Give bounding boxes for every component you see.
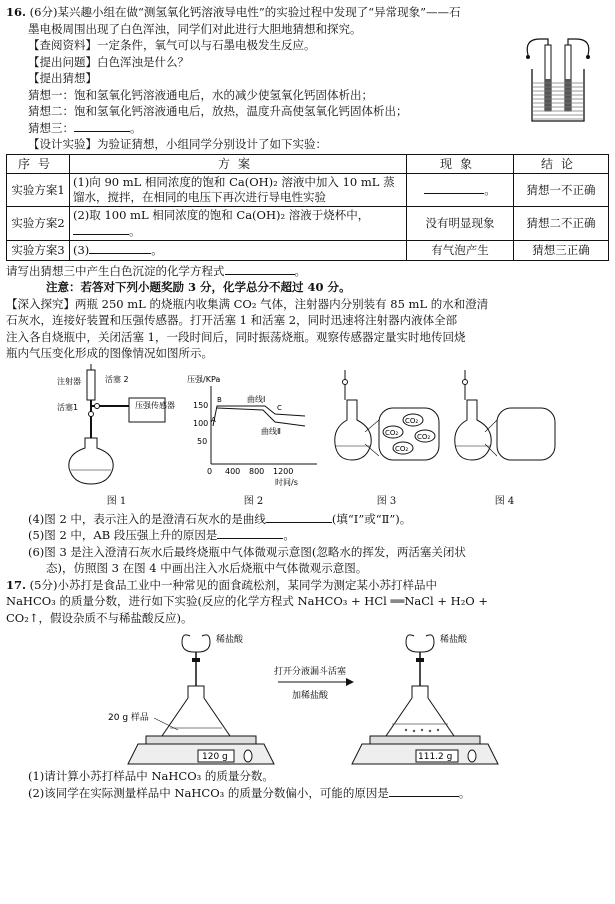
fig2-curve2-label: 曲线Ⅱ <box>260 426 281 436</box>
fig3-co2-molecule: CO₂ <box>384 428 398 437</box>
q16-deep-line4: 瓶内气压变化形成的图像情况如图所示。 <box>6 346 213 360</box>
fig2-xtick-400: 400 <box>224 466 240 476</box>
header-conclusion: 结论 <box>514 154 609 174</box>
q16-question: 【提出问题】白色浑浊是什么？ <box>28 54 189 69</box>
fig2-xtick-0: 0 <box>206 466 212 476</box>
q17-sub2: (2)该同学在实际测量样品中 NaHCO₃ 的质量分数偏小，可能的原因是 。 <box>28 785 471 800</box>
q16-sub6-line2: 态)，仿照图 3 在图 4 中画出注入水后烧瓶中气体微观示意图。 <box>46 561 368 575</box>
figure-2-caption: 图 2 <box>243 496 264 507</box>
q17-balance-apparatus <box>98 628 518 768</box>
q16-deep-line2: 石灰水，连接好装置和压强传感器。打开活塞 1 和活塞 2，同时迅速将注射器内液体全部 <box>6 313 458 327</box>
row1-id: 实验方案1 <box>7 174 70 207</box>
figure-4-caption: 图 4 <box>494 496 515 507</box>
sub5-blank[interactable] <box>217 527 283 539</box>
fig2-curve-2 <box>217 408 305 426</box>
fig4-drawing-area[interactable] <box>497 408 555 460</box>
q16-hypothesis-2: 猜想二：饱和氢氧化钙溶液通电后，放热，温度升高使氢氧化钙固体析出； <box>28 104 408 118</box>
row3-conclusion: 猜想三正确 <box>514 241 609 261</box>
fig1-sensor-label: 压强传感器 <box>134 400 175 410</box>
q17-mass-after: 111.2 g <box>417 752 452 762</box>
figure-1 <box>57 364 177 511</box>
fig2-ytick-100: 100 <box>192 418 208 428</box>
row2-plan-cell: (2)取 100 mL 相同浓度的饱和 Ca(OH)₂ 溶液于烧杯中，。 <box>70 207 407 241</box>
row2-id: 实验方案2 <box>7 207 70 241</box>
fig2-ytick-150: 150 <box>192 400 208 410</box>
q16-sub4 <box>6 511 609 528</box>
figure-1-apparatus <box>57 364 177 488</box>
fig3-co2-molecule: CO₂ <box>394 444 408 453</box>
row3-phenomenon: 有气泡产生 <box>407 241 514 261</box>
q17-acid-label-left: 稀盐酸 <box>215 635 243 645</box>
q16-hypothesis-1: 猜想一：饱和氢氧化钙溶液通电后，水的减少使氢氧化钙固体析出； <box>28 87 373 102</box>
eq-prompt-text: 请写出猜想三中产生白色沉淀的化学方程式 <box>6 263 225 278</box>
sub4-blank[interactable] <box>266 511 332 523</box>
q16-design-intro: 【设计实验】为验证猜想，小组同学分别设计了如下实验： <box>28 137 327 151</box>
fig2-ytick-50: 50 <box>196 436 207 446</box>
q17-mass-before: 120 g <box>201 752 228 762</box>
row3-plan-cell: (3) 。 <box>70 241 407 261</box>
q17-number: 17. <box>6 577 27 592</box>
equation-blank[interactable] <box>225 263 295 275</box>
q16-intro-line1 <box>6 4 609 21</box>
table-row <box>7 174 609 207</box>
q16-hypothesis-block <box>6 37 609 136</box>
q16-figure-row <box>6 364 609 511</box>
q17-intro1-text: (5分)小苏打是食品工业中一种常见的面食疏松剂，某同学为测定某小苏打样品中 <box>29 577 437 592</box>
row2-phenomenon: 没有明显现象 <box>407 207 514 241</box>
row2-plan: (2)取 100 mL 相同浓度的饱和 Ca(OH)₂ 溶液于烧杯中， <box>73 208 370 222</box>
q16-deep-line3: 注入各自烧瓶中，关闭活塞 1，一段时间后，同时振荡烧瓶。观察传感器定量实时地传回烧 <box>6 329 466 344</box>
q17-sample-label: 20 g 样品 <box>107 713 149 723</box>
q17-intro-line1 <box>6 577 609 594</box>
q16-reference: 【查阅资料】一定条件，氧气可以与石墨电极发生反应。 <box>28 38 316 52</box>
experiment-design-table <box>6 154 609 261</box>
q16-hyp3-label: 猜想三： <box>28 120 74 135</box>
header-id: 序号 <box>7 154 70 174</box>
row1-conclusion: 猜想一不正确 <box>514 174 609 207</box>
fig2-point-b: B <box>216 395 222 404</box>
q17-intro-line2: NaHCO₃ 的质量分数，进行如下实验(反应的化学方程式 NaHCO₃ + HCl ══NaCl + H₂O + <box>6 594 489 608</box>
q16-sub5: (5)图 2 中，AB 段压强上升的原因是 。 <box>28 528 295 542</box>
fig2-xtick-1200: 1200 <box>272 466 293 476</box>
table-row <box>7 207 609 241</box>
fig2-x-label: 时间/s <box>274 477 298 487</box>
row2-plan-blank[interactable] <box>73 223 129 235</box>
fig2-point-a: A <box>210 415 216 424</box>
q16-hypothesis-3: 猜想三： 。 <box>28 120 142 135</box>
row1-phenomenon-blank[interactable] <box>424 182 484 194</box>
row1-phenomenon: 。 <box>407 174 514 207</box>
q16-equation-prompt: 请写出猜想三中产生白色沉淀的化学方程式 。 <box>6 263 306 278</box>
table-header-row <box>7 154 609 174</box>
q17-intro-line3: CO₂↑，假设杂质不与稀盐酸反应)。 <box>6 610 193 625</box>
q16-sub6-line1: (6)图 3 是注入澄清石灰水后最终烧瓶中气体微观示意图(忽略水的挥发，两活塞关闭状 <box>28 544 466 559</box>
fig1-syringe-label: 注射器 <box>56 376 81 386</box>
q17-sub1: (1)请计算小苏打样品中 NaHCO₃ 的质量分数。 <box>28 769 274 783</box>
figure-3-flask-co2 <box>331 364 443 488</box>
fig2-curve1-label: 曲线Ⅰ <box>246 394 265 404</box>
q16-intro1-text: (6分)某兴趣小组在做“测氢氧化钙溶液导电性”的实验过程中发现了“异常现象”——石 <box>29 5 461 19</box>
fig2-xtick-800: 800 <box>248 466 264 476</box>
row3-plan: (3) <box>73 243 90 257</box>
row2-conclusion: 猜想二不正确 <box>514 207 609 241</box>
q16-hypothesis-title: 【提出猜想】 <box>28 71 97 85</box>
table-row <box>7 241 609 261</box>
fig2-curve-1 <box>210 403 305 426</box>
q16-deep-line1: 【深入探究】两瓶 250 mL 的烧瓶内收集满 CO₂ 气体，注射器内分别装有 85 mL 的水和澄清 <box>6 296 489 311</box>
figure-1-caption: 图 1 <box>106 496 127 507</box>
sub4-text: (4)图 2 中，表示注入的是澄清石灰水的是曲线 <box>28 511 266 526</box>
sub5-text: (5)图 2 中，AB 段压强上升的原因是 <box>28 528 218 542</box>
row3-plan-blank[interactable] <box>89 242 151 254</box>
header-plan: 方案 <box>70 154 407 174</box>
electrolysis-apparatus-drawing <box>518 35 598 127</box>
figure-3 <box>331 364 443 511</box>
fig3-co2-molecule: CO₂ <box>404 416 418 425</box>
q17-figure <box>6 628 609 768</box>
q17-acid-label-right: 稀盐酸 <box>439 635 467 645</box>
sub4-tail: (填“Ⅰ”或“Ⅱ”)。 <box>331 511 412 526</box>
q16-intro-line2: 墨电极周围出现了白色浑浊，同学们对此进行大胆地猜想和探究。 <box>28 21 362 36</box>
row3-id: 实验方案3 <box>7 241 70 261</box>
header-phenomenon: 现象 <box>407 154 514 174</box>
figure-4-flask-blank <box>451 364 559 488</box>
row1-plan: (1)向 90 mL 相同浓度的饱和 Ca(OH)₂ 溶液中加入 10 mL 蒸馏水，搅拌，在相同的电压下再次进行导电性实验 <box>70 174 407 207</box>
q17-sub2-blank[interactable] <box>389 785 459 797</box>
figure-4 <box>451 364 559 511</box>
q17-sub2-text: (2)该同学在实际测量样品中 NaHCO₃ 的质量分数偏小，可能的原因是 <box>28 785 389 800</box>
q16-number: 16. <box>6 5 27 19</box>
figure-2 <box>185 364 323 511</box>
fig2-point-c: C <box>276 403 282 412</box>
q17-step2-label: 加稀盐酸 <box>291 691 328 701</box>
fig1-valve1-label: 活塞1 <box>56 402 78 412</box>
q16-bonus-note: 注意：若答对下列小题奖励 3 分，化学总分不超过 40 分。 <box>46 280 351 294</box>
figure-3-caption: 图 3 <box>376 496 397 507</box>
hyp3-answer-blank[interactable] <box>74 120 130 132</box>
fig1-valve2-label: 活塞 2 <box>104 374 129 384</box>
fig2-y-label: 压强/KPa <box>186 374 220 384</box>
figure-2-pressure-chart <box>185 364 323 488</box>
fig3-co2-molecule: CO₂ <box>416 432 430 441</box>
q17-step1-label: 打开分液漏斗活塞 <box>273 667 346 677</box>
